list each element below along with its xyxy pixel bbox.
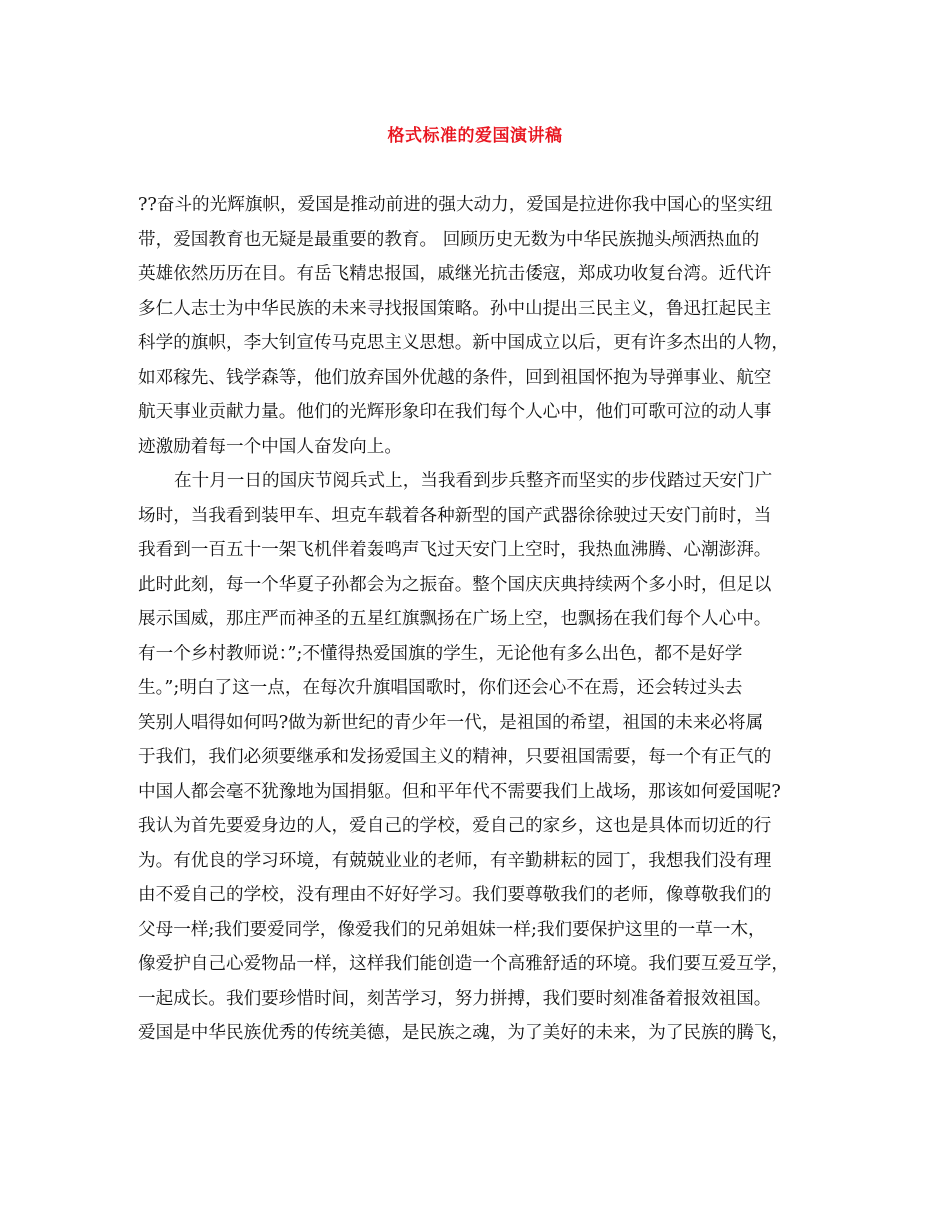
text-line: 多仁人志士为中华民族的未来寻找报国策略。孙中山提出三民主义，鲁迅扛起民主 [138,298,772,319]
text-line: 像爱护自己心爱物品一样，这样我们能创造一个高雅舒适的环境。我们要互爱互学， [138,954,789,974]
text-line: 如邓稼先、钱学森等，他们放弃国外优越的条件，回到祖国怀抱为导弹事业、航空 [138,367,772,388]
text-line: 为。有优良的学习环境，有兢兢业业的老师，有辛勤耕耘的园丁，我想我们没有理 [138,850,772,871]
text-line: 迹激励着每一个中国人奋发向上。 [138,436,402,457]
text-line: 中国人都会毫不犹豫地为国捐躯。但和平年代不需要我们上战场，那该如何爱国呢? [138,781,781,802]
text-line: 场时，当我看到装甲车、坦克车载着各种新型的国产武器徐徐驶过天安门前时，当 [138,505,772,526]
paragraph-start-line: 在十月一日的国庆节阅兵式上，当我看到步兵整齐而坚实的步伐踏过天安门广 [174,471,773,491]
text-line: 带，爱国教育也无疑是最重要的教育。 回顾历史无数为中华民族抛头颅洒热血的 [138,229,760,250]
text-line: 于我们，我们必须要继承和发扬爱国主义的精神，只要祖国需要，每一个有正气的 [138,747,772,767]
text-line: 笑别人唱得如何吗?做为新世纪的青少年一代，是祖国的希望，祖国的未来必将属 [138,712,764,733]
text-line: ??奋斗的光辉旗帜，爱国是推动前进的强大动力，爱国是拉进你我中国心的坚实纽 [138,195,773,215]
text-line: 爱国是中华民族优秀的传统美德，是民族之魂，为了美好的未来，为了民族的腾飞， [138,1023,789,1043]
document-body [138,188,814,1051]
text-line: 一起成长。我们要珍惜时间，刻苦学习，努力拼搏，我们要时刻准备着报效祖国。 [138,988,772,1009]
text-line: 父母一样;我们要爱同学，像爱我们的兄弟姐妹一样;我们要保护这里的一草一木， [138,919,766,940]
text-line: 我看到一百五十一架飞机伴着轰鸣声飞过天安门上空时，我热血沸腾、心潮澎湃。 [138,540,772,560]
document-title: 格式标准的爱国演讲稿 [387,126,563,146]
text-line: 此时此刻，每一个华夏子孙都会为之振奋。整个国庆庆典持续两个多小时，但足以 [138,574,772,595]
text-line: 由不爱自己的学校，没有理由不好好学习。我们要尊敬我们的老师，像尊敬我们的 [138,885,772,905]
text-line: 我认为首先要爱身边的人，爱自己的学校，爱自己的家乡，这也是具体而切近的行 [138,816,772,836]
text-line: 展示国威，那庄严而神圣的五星红旗飘扬在广场上空，也飘扬在我们每个人心中。 [138,609,772,629]
text-line: 有一个乡村教师说：”;不懂得热爱国旗的学生，无论他有多么出色，都不是好学 [138,643,743,664]
text-line: 英雄依然历历在目。有岳飞精忠报国，戚继光抗击倭寇，郑成功收复台湾。近代许 [138,264,772,284]
text-line: 科学的旗帜，李大钊宣传马克思主义思想。新中国成立以后，更有许多杰出的人物， [138,333,789,353]
text-line: 航天事业贡献力量。他们的光辉形象印在我们每个人心中，他们可歌可泣的动人事 [138,402,772,422]
text-line: 生。”;明白了这一点，在每次升旗唱国歌时，你们还会心不在焉，还会转过头去 [138,678,743,698]
